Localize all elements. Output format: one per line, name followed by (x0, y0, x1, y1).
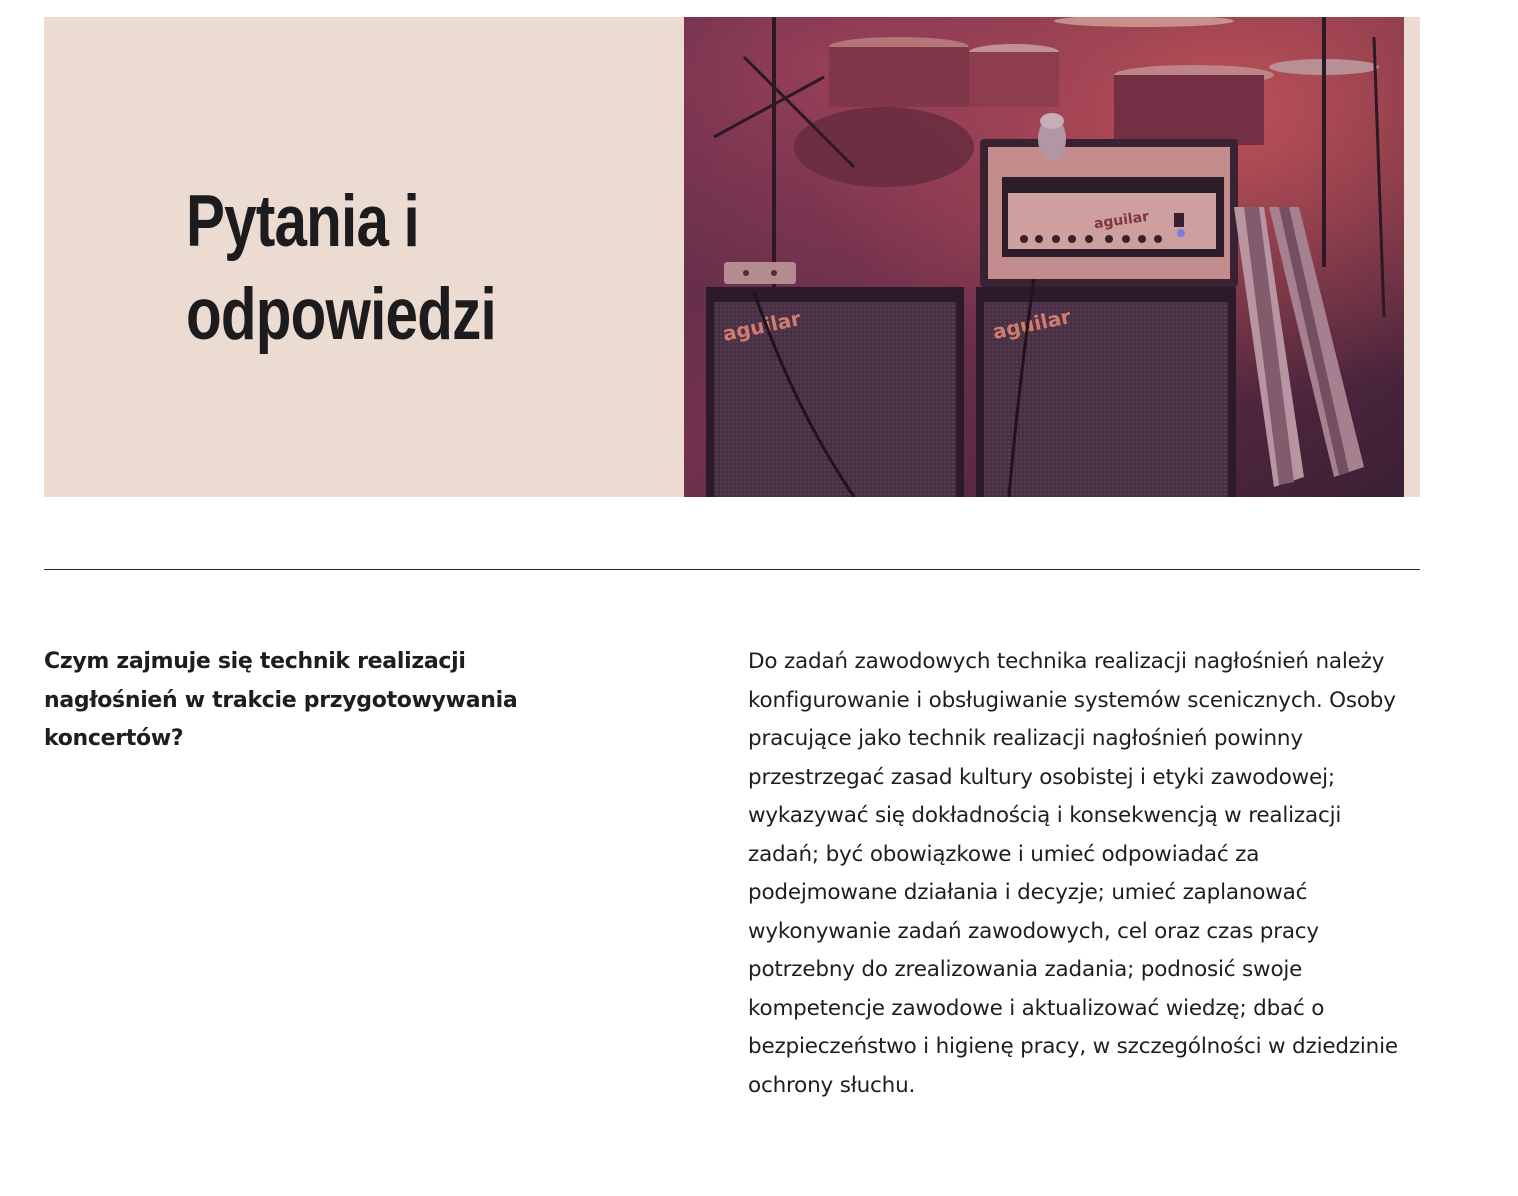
svg-text:aguilar: aguilar (720, 306, 803, 347)
svg-text:aguilar: aguilar (1092, 208, 1151, 233)
faq-question: Czym zajmuje się technik realizacji nagłośnień w trakcie przygotowywania koncertów? (44, 649, 518, 751)
page-title: Pytania i odpowiedzi (186, 181, 496, 355)
hero-section (44, 17, 1420, 497)
section-divider (44, 569, 1420, 570)
svg-text:aguilar: aguilar (990, 304, 1073, 345)
hero-image (684, 17, 1404, 497)
faq-answer: Do zadań zawodowych technika realizacji nagłośnień należy konfigurowanie i obsługiwanie systemów scenicznych. Osoby pracujące jako technik realizacji nagłośnień powinny przestrzegać zasad kultury osobistej i etyki zawodowej; wykazywać się dokładnością i konsekwencją w realizacji zadań; być obowiązkowe i umieć odpowiadać za podejmowane działania i decyzje; umieć zaplanować wykonywanie zadań zawodowych, cel oraz czas pracy potrzebny do zrealizowania zadania; podnosić swoje kompetencje zawodowe i aktualizować wiedzę; dbać o bezpieczeństwo i higienę pracy, w szczególności w dziedzinie ochrony słuchu. (748, 649, 1398, 1098)
